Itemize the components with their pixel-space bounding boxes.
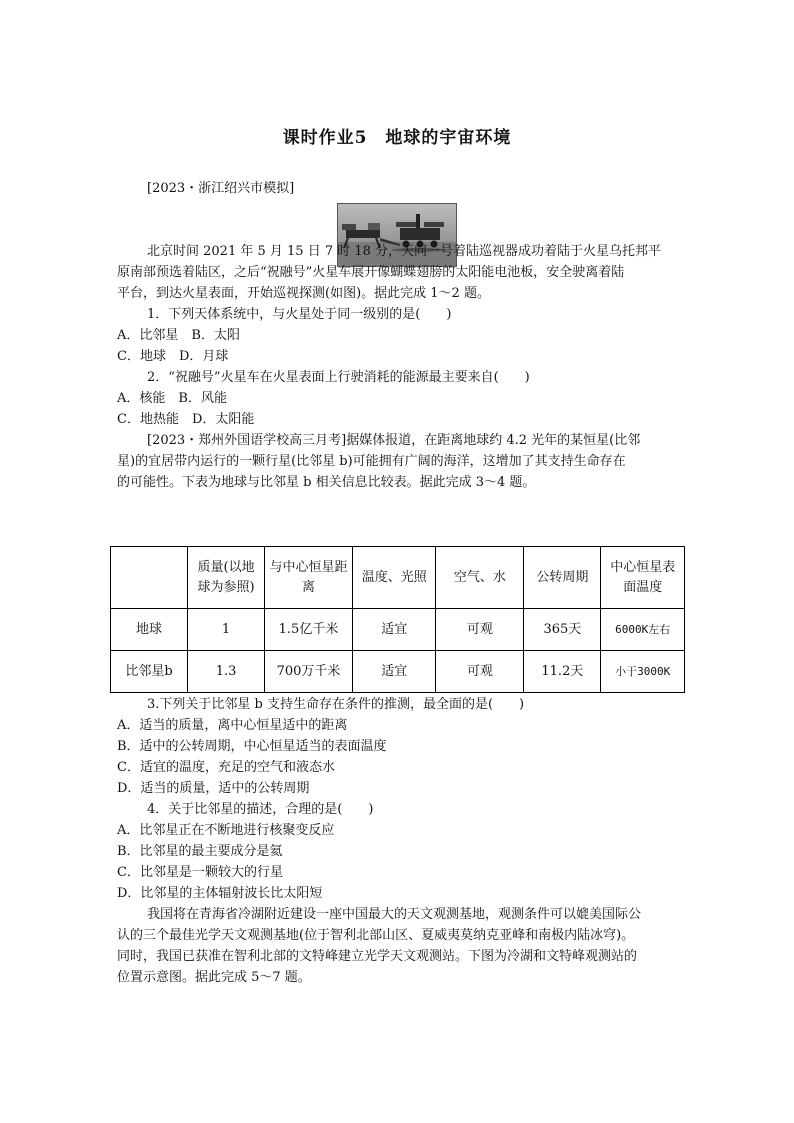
intro2-line-3: 的可能性。下表为地球与比邻星 b 相关信息比较表。据此完成 3～4 题。 [117, 475, 536, 490]
question-4: 4．关于比邻星的描述，合理的是( ) [147, 802, 374, 817]
table-header-cell: 质量(以地球为参照) [188, 547, 265, 609]
question-4-option-d: D．比邻星的主体辐射波长比太阳短 [117, 886, 323, 901]
table-cell: 小于3000K [601, 651, 685, 693]
question-4-option-b: B．比邻星的最主要成分是氦 [117, 844, 283, 859]
table-cell: 1 [188, 609, 265, 651]
intro2-line-1: [2023・郑州外国语学校高三月考]据媒体报道，在距离地球约 4.2 光年的某恒星(比邻 [147, 433, 641, 448]
question-4-option-c: C．比邻星是一颗较大的行星 [117, 865, 283, 880]
page-title: 课时作业5 地球的宇宙环境 [282, 128, 512, 148]
table-cell: 比邻星b [111, 651, 188, 693]
question-3-option-b: B．适中的公转周期，中心恒星适当的表面温度 [117, 739, 387, 754]
table-header-cell: 公转周期 [524, 547, 601, 609]
table-header-cell: 空气、水 [436, 547, 524, 609]
question-1-option-ab: A．比邻星 B．太阳 [117, 328, 240, 343]
table-row [111, 609, 685, 651]
table-cell: 适宜 [352, 651, 436, 693]
table-cell: 700万千米 [265, 651, 353, 693]
table-cell: 365天 [524, 609, 601, 651]
table-header-cell: 温度、光照 [352, 547, 436, 609]
source-tag-1: [2023・浙江绍兴市模拟] [147, 181, 295, 196]
intro1-line-1: 北京时间 2021 年 5 月 15 日 7 时 18 分，天问一号着陆巡视器成功着陆于火星乌托邦平 [147, 244, 662, 259]
intro3-line-1: 我国将在青海省冷湖附近建设一座中国最大的天文观测基地，观测条件可以媲美国际公 [147, 907, 642, 922]
question-1-option-cd: C．地球 D．月球 [117, 349, 229, 364]
table-header-cell [111, 547, 188, 609]
question-2: 2．“祝融号”火星车在火星表面上行驶消耗的能源最主要来自( ) [147, 370, 530, 385]
table-cell: 1.3 [188, 651, 265, 693]
table-header-row [111, 547, 685, 609]
question-3-option-a: A．适当的质量，离中心恒星适中的距离 [117, 718, 348, 733]
table-cell: 可观 [436, 609, 524, 651]
table-header-cell: 与中心恒星距离 [265, 547, 353, 609]
table-cell: 适宜 [352, 609, 436, 651]
comparison-table [110, 546, 685, 693]
table-header-cell: 中心恒星表面温度 [601, 547, 685, 609]
table-cell: 可观 [436, 651, 524, 693]
intro1-line-2: 原南部预选着陆区，之后“祝融号”火星车展开像蝴蝶翅膀的太阳能电池板，安全驶离着陆 [117, 265, 625, 280]
table-row [111, 651, 685, 693]
question-3-option-c: C．适宜的温度，充足的空气和液态水 [117, 760, 335, 775]
intro1-line-3: 平台，到达火星表面，开始巡视探测(如图)。据此完成 1～2 题。 [117, 286, 490, 301]
question-2-option-cd: C．地热能 D．太阳能 [117, 412, 255, 427]
table-cell: 11.2天 [524, 651, 601, 693]
intro2-line-2: 星)的宜居带内运行的一颗行星(比邻星 b)可能拥有广阔的海洋，这增加了其支持生命存在 [117, 454, 626, 469]
question-2-option-ab: A．核能 B．风能 [117, 391, 227, 406]
table-cell: 6000K左右 [601, 609, 685, 651]
intro3-line-3: 同时，我国已获准在智利北部的文特峰建立光学天文观测站。下图为冷湖和文特峰观测站的 [117, 949, 638, 964]
intro3-line-2: 认的三个最佳光学天文观测基地(位于智利北部山区、夏威夷莫纳克亚峰和南极内陆冰穹)。 [117, 928, 635, 943]
question-4-option-a: A．比邻星正在不断地进行核聚变反应 [117, 823, 335, 838]
intro3-line-4: 位置示意图。据此完成 5～7 题。 [117, 970, 311, 985]
question-1: 1．下列天体系统中，与火星处于同一级别的是( ) [147, 307, 452, 322]
table-cell: 1.5亿千米 [265, 609, 353, 651]
question-3: 3.下列关于比邻星 b 支持生命存在条件的推测，最全面的是( ) [147, 697, 525, 712]
question-3-option-d: D．适当的质量，适中的公转周期 [117, 781, 310, 796]
table-cell: 地球 [111, 609, 188, 651]
